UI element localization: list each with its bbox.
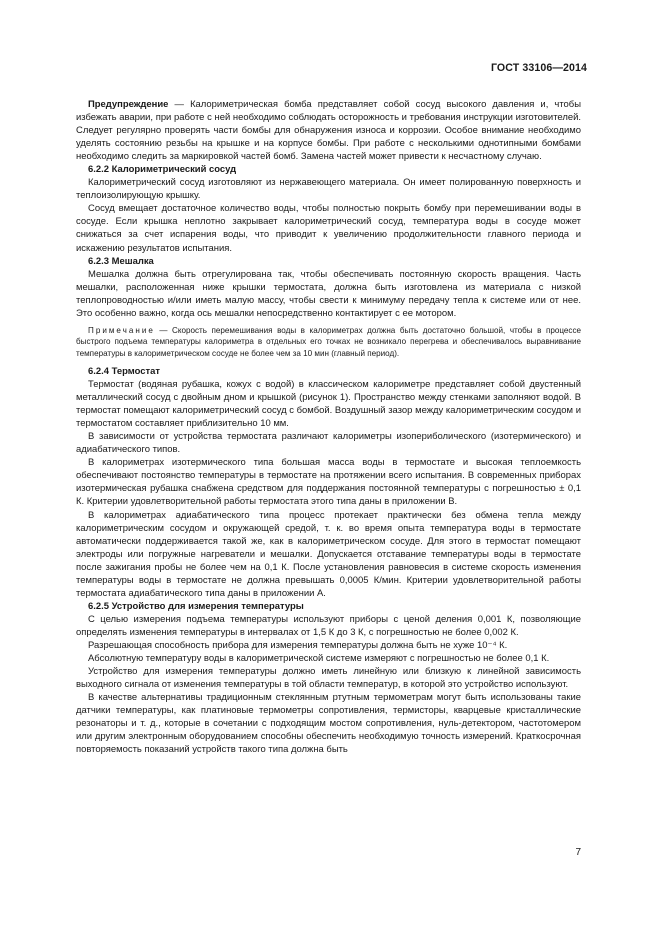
page-number: 7 bbox=[575, 847, 581, 858]
section-6-2-4-paragraph-3: В калориметрах изотермического типа большая масса воды в термостате и высокая теплоемкость обеспечивают постоянство температуры в термостате на протяжении всего испытания. В современных приборах изотермическая рубашка снабжена средством для поддержания постоянной температуры с погрешностью ± 0,1 К. Критерии удовлетворительной работы термостата этого типа даны в приложении В. bbox=[76, 457, 581, 508]
section-6-2-4-heading: 6.2.4 Термостат bbox=[88, 366, 161, 378]
document-body bbox=[76, 98, 581, 756]
document-header: ГОСТ 33106—2014 bbox=[490, 62, 587, 74]
section-6-2-5-paragraph-5: В качестве альтернативы традиционным стеклянным ртутным термометрам могут быть использованы такие датчики температуры, как платиновые термометры сопротивления, термисторы, кварцевые кристаллические резонаторы и т. д., которые в сочетании с подходящим мостом сопротивления, нуль-детектором, частотомером или другим электронным оборудованием способны обеспечить необходимую точность измерений. Краткосрочная повторяемость показаний устройств такого типа должна быть bbox=[76, 692, 581, 756]
section-6-2-2-paragraph-1: Калориметрический сосуд изготовляют из нержавеющего материала. Он имеет полированную поверхность и теплоизолирующую крышку. bbox=[76, 177, 581, 202]
section-6-2-4-paragraph-2: В зависимости от устройства термостата различают калориметры изопериболического (изотермического) и адиабатического типов. bbox=[76, 431, 581, 456]
section-6-2-5-paragraph-1: С целью измерения подъема температуры используют приборы с ценой деления 0,001 К, позволяющие определять изменения температуры в интервалах от 1,5 К до 3 К, с погрешностью не более 0,002 К. bbox=[76, 613, 581, 638]
section-6-2-5-paragraph-2: Разрешающая способность прибора для измерения температуры должна быть не хуже 10⁻⁴ К. bbox=[88, 640, 508, 651]
section-6-2-2-paragraph-2: Сосуд вмещает достаточное количество воды, чтобы полностью покрыть бомбу при перемешивании воды в сосуде. Если крышка неплотно закрывает калориметрический сосуд, температура воды в сосуде может снижаться за счет испарения воды, что приводит к увеличению продолжительности главного периода и искажению результатов испытания. bbox=[76, 203, 581, 254]
section-6-2-5-paragraph-4: Устройство для измерения температуры должно иметь линейную или близкую к линейной зависимость выходного сигнала от изменения температуры в той области температур, в которой это устройство используют. bbox=[76, 666, 581, 691]
section-6-2-5-heading: 6.2.5 Устройство для измерения температуры bbox=[88, 600, 304, 612]
warning-label: Предупреждение bbox=[88, 99, 169, 110]
note-label: Примечание bbox=[88, 325, 155, 335]
section-6-2-4-paragraph-1: Термостат (водяная рубашка, кожух с водой) в классическом калориметре представляет собой двустенный металлический сосуд с двойным дном и крышкой (рисунок 1). Пространство между стенками заполняют водой. В термостат помещают калориметрический сосуд с бомбой. Воздушный зазор между калориметрическим сосудом и термостатом составляет приблизительно 10 мм. bbox=[76, 379, 581, 430]
section-6-2-3-note bbox=[76, 325, 581, 359]
warning-paragraph bbox=[76, 98, 581, 163]
section-6-2-3-heading: 6.2.3 Мешалка bbox=[88, 255, 154, 267]
note-text: — Скорость перемешивания воды в калориметрах должна быть достаточно большой, чтобы в процессе быстрого подъема температуры калориметра в отдельных его точках не возникало перегрева и обеспечивалось выравнивание температуры в калориметрическом сосуде не более чем за 10 мин (главный период). bbox=[76, 325, 581, 358]
section-6-2-2-heading: 6.2.2 Калориметрический сосуд bbox=[88, 164, 237, 176]
section-6-2-3-paragraph-1: Мешалка должна быть отрегулирована так, чтобы обеспечивать постоянную скорость вращения. Часть мешалки, расположенная ниже крышки термостата, должна быть изготовлена из материала с низкой теплопроводностью и/или иметь малую массу, чтобы свести к минимуму передачу тепла к системе или от нее. Это особенно важно, когда ось мешалки непосредственно контактирует с ее мотором. bbox=[76, 268, 581, 319]
section-6-2-4-paragraph-4: В калориметрах адиабатического типа процесс протекает практически без обмена тепла между калориметрическим сосудом и окружающей средой, т. к. во время опыта температура воды в термостате автоматически поддерживается такой же, как в калориметрическом сосуде. Для этого в термостат помещают электроды или погружные нагреватели и мешалки. Допускается отставание температуры воды в термостате после зажигания пробы не более чем на 0,1 К. После установления равновесия в системе скорость изменения температуры воды в термостате не должна превышать 0,0005 К/мин. Критерии удовлетворительной работы термостата адиабатического типа даны в приложении А. bbox=[76, 509, 581, 599]
section-6-2-5-paragraph-3: Абсолютную температуру воды в калориметрической системе измеряют с погрешностью не более 0,1 К. bbox=[88, 653, 550, 665]
warning-text: — Калориметрическая бомба представляет собой сосуд высокого давления и, чтобы избежать аварии, при работе с ней необходимо соблюдать осторожность и требования инструкции изготовителей. Следует регулярно проверять части бомбы для обнаружения износа и коррозии. Особое внимание необходимо уделять состоянию резьбы на крышке и на корпусе бомбы. При работе с несколькими однотипными бомбами необходимо следить за маркировкой частей бомб. Замена частей может привести к несчастному случаю. bbox=[76, 99, 581, 163]
